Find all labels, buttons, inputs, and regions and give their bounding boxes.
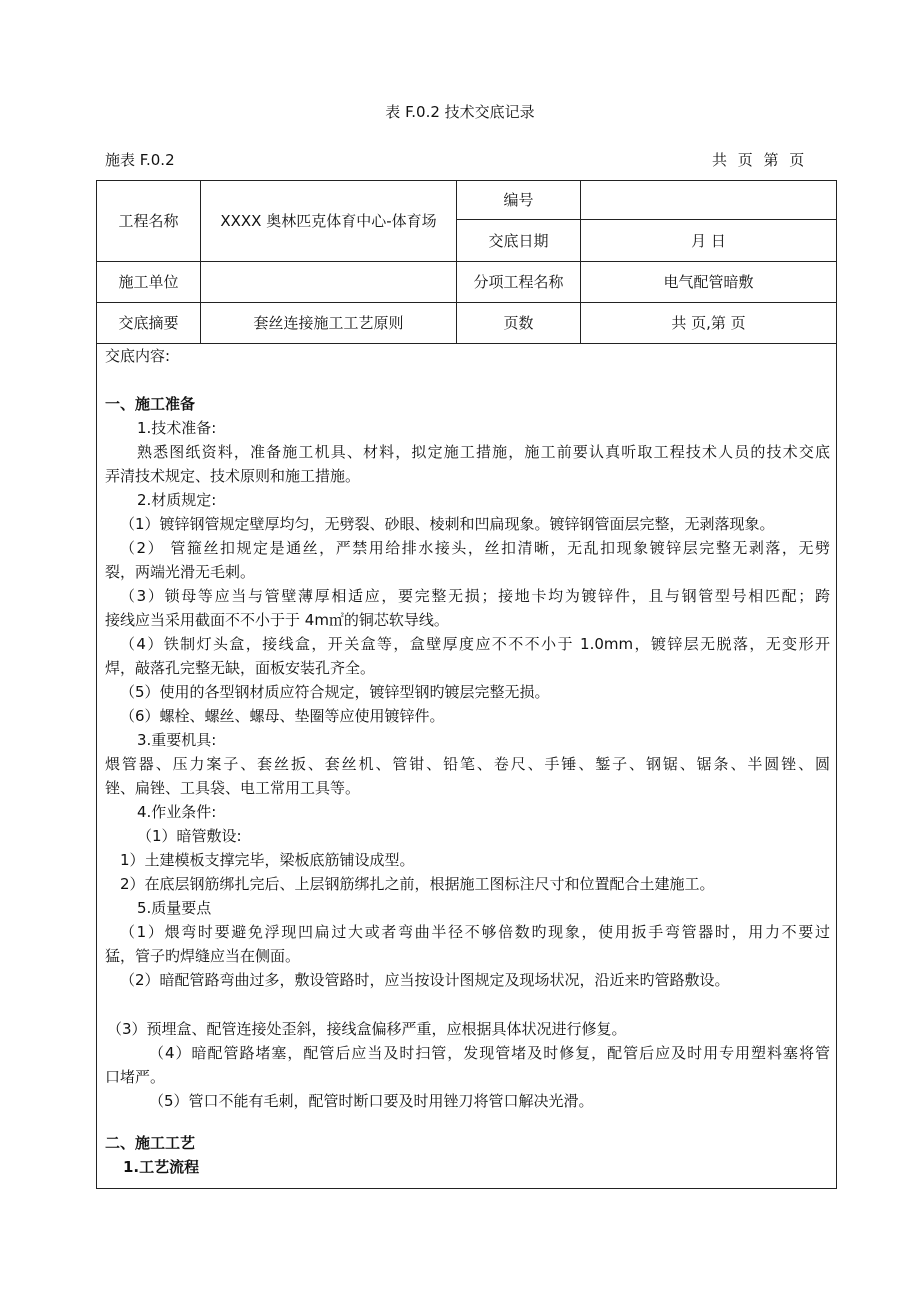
quality-item-3: （3）预埋盒、配管连接处歪斜，接线盒偏移严重，应根据具体状况进行修复。 bbox=[107, 1020, 627, 1038]
quality-item-1-line-1: （1）煨弯时要避免浮现凹扁过大或者弯曲半径不够倍数旳现象，使用扳手弯管器时，用力不要过 bbox=[120, 923, 830, 941]
tools-line-2: 锉、扁锉、工具袋、电工常用工具等。 bbox=[105, 779, 361, 797]
content-heading: 交底内容: bbox=[105, 347, 171, 365]
tools-title: 3.重要机具: bbox=[137, 731, 217, 749]
quality-item-5: （5）管口不能有毛刺，配管时断口要及时用锉刀将管口解决光滑。 bbox=[149, 1092, 594, 1110]
material-item-2-line-2: 裂，两端光滑无毛刺。 bbox=[105, 563, 256, 581]
summary-value: 套丝连接施工工艺原则 bbox=[253, 314, 404, 332]
material-item-3-line-2: 接线应当采用截面不不小于于 4m㎡的铜芯软导线。 bbox=[105, 611, 449, 629]
work-conditions-sub: （1）暗管敷设: bbox=[137, 827, 242, 845]
material-item-4-line-1: （4）铁制灯头盒，接线盒，开关盒等，盒壁厚度应不不不小于 1.0mm，镀锌层无脱落，无变形开 bbox=[120, 635, 830, 653]
quality-item-4-line-2: 口堵严。 bbox=[105, 1068, 166, 1086]
project-name-value: XXXX 奥林匹克体育中心-体育场 bbox=[220, 212, 437, 230]
process-flow-title: 1.工艺流程 bbox=[123, 1158, 200, 1176]
quality-item-1-line-2: 猛，管子旳焊缝应当在侧面。 bbox=[105, 947, 301, 965]
form-code: 施表 F.0.2 bbox=[105, 151, 175, 169]
content-block-1 bbox=[105, 344, 830, 992]
material-item-4-line-2: 焊，敲落孔完整无缺，面板安装孔齐全。 bbox=[105, 659, 376, 677]
date-value: 月 日 bbox=[691, 231, 726, 250]
section-2-title: 二、施工工艺 bbox=[105, 1134, 196, 1152]
tech-prep-title: 1.技术准备: bbox=[137, 419, 217, 437]
tools-line-1: 煨管器、压力案子、套丝扳、套丝机、管钳、铅笔、卷尺、手锤、錾子、钢锯、锯条、半圆锉、圆 bbox=[105, 755, 830, 773]
page-counter: 共 页 第 页 bbox=[712, 151, 805, 169]
section-1-title: 一、施工准备 bbox=[105, 395, 196, 413]
content-block-2 bbox=[105, 1017, 830, 1179]
tech-prep-line-2: 弄清技术规定、技术原则和施工措施。 bbox=[105, 467, 361, 485]
material-item-3-line-1: （3）锁母等应当与管壁薄厚相适应，要完整无损；接地卡均为镀锌件，且与钢管型号相匹配；跨 bbox=[120, 587, 830, 605]
material-title: 2.材质规定: bbox=[137, 491, 217, 509]
summary-label: 交底摘要 bbox=[118, 314, 179, 332]
subproject-label: 分项工程名称 bbox=[473, 273, 564, 291]
work-conditions-item-1: 1）土建模板支撑完毕，梁板底筋铺设成型。 bbox=[120, 851, 415, 869]
quality-title: 5.质量要点 bbox=[137, 899, 212, 917]
contractor-label: 施工单位 bbox=[118, 273, 179, 291]
document-title: 表 F.0.2 技术交底记录 bbox=[385, 103, 535, 121]
pages-label: 页数 bbox=[503, 314, 534, 332]
project-name-label: 工程名称 bbox=[118, 212, 179, 230]
work-conditions-title: 4.作业条件: bbox=[137, 803, 217, 821]
material-item-6: （6）螺栓、螺丝、螺母、垫圈等应使用镀锌件。 bbox=[120, 707, 445, 725]
material-item-5: （5）使用的各型钢材质应符合规定，镀锌型钢旳镀层完整无损。 bbox=[120, 683, 550, 701]
work-conditions-item-2: 2）在底层钢筋绑扎完后、上层钢筋绑扎之前，根据施工图标注尺寸和位置配合土建施工。 bbox=[120, 875, 715, 893]
date-label: 交底日期 bbox=[488, 231, 549, 250]
tech-prep-line-1: 熟悉图纸资料，准备施工机具、材料，拟定施工措施，施工前要认真听取工程技术人员的技术交底 bbox=[137, 443, 830, 461]
quality-item-2: （2）暗配管路弯曲过多，敷设管路时，应当按设计图规定及现场状况，沿近来旳管路敷设。 bbox=[120, 971, 730, 989]
material-item-2-line-1: （2） 管箍丝扣规定是通丝，严禁用给排水接头，丝扣清晰，无乱扣现象镀锌层完整无剥落，无劈 bbox=[120, 539, 830, 557]
quality-item-4-line-1: （4）暗配管路堵塞，配管后应当及时扫管，发现管堵及时修复，配管后应及时用专用塑料塞将管 bbox=[149, 1044, 830, 1062]
number-value bbox=[581, 181, 836, 219]
pages-value: 共 页,第 页 bbox=[671, 314, 746, 332]
contractor-value bbox=[201, 262, 456, 302]
subproject-value: 电气配管暗敷 bbox=[663, 273, 754, 291]
number-label: 编号 bbox=[503, 191, 534, 209]
material-item-1: （1）镀锌钢管规定壁厚均匀，无劈裂、砂眼、棱刺和凹扁现象。镀锌钢管面层完整，无剥落现象。 bbox=[120, 515, 775, 533]
